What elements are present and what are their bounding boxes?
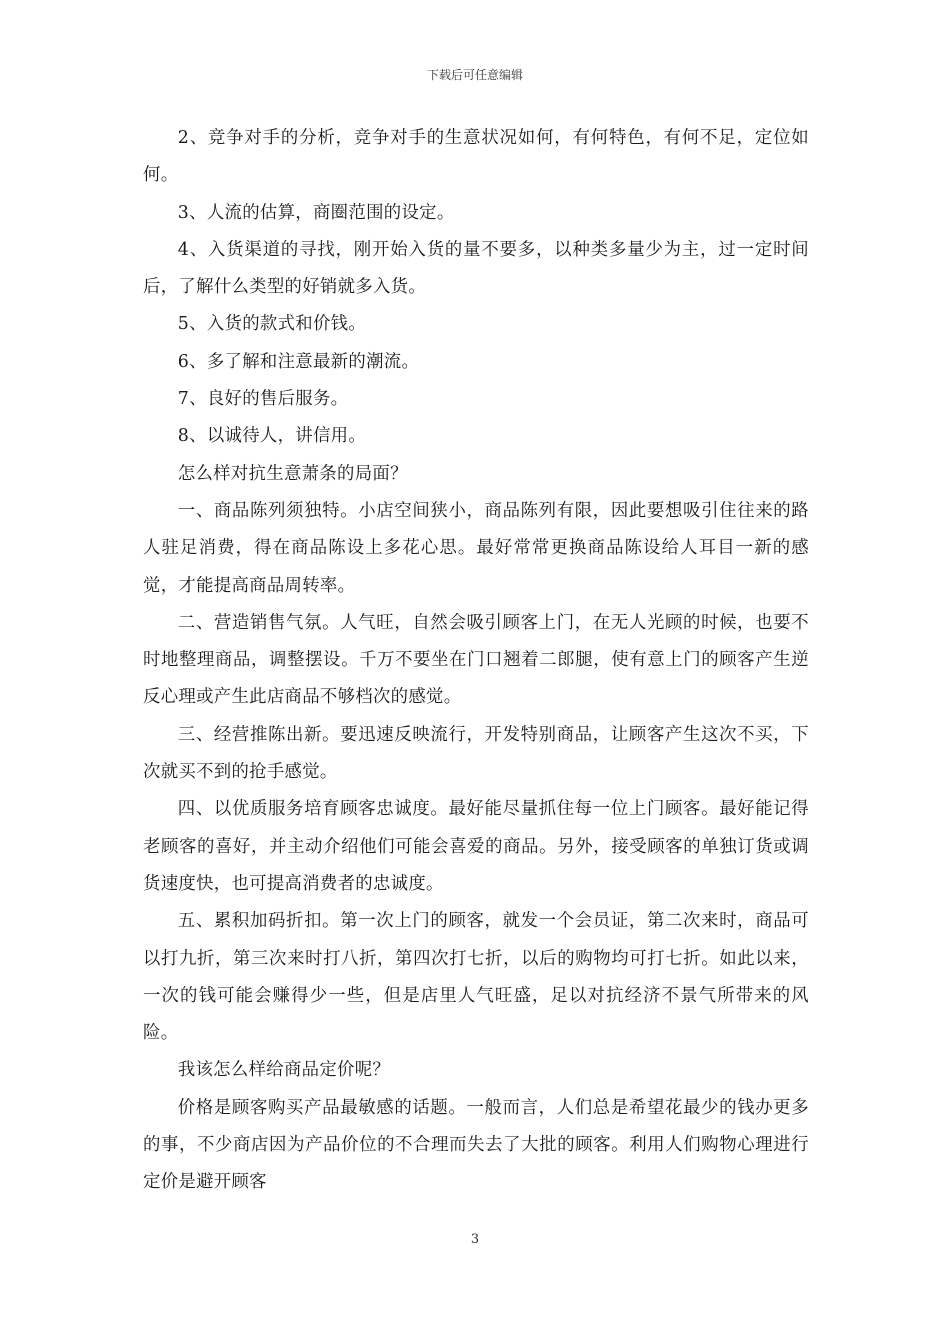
paragraph: 三、经营推陈出新。要迅速反映流行，开发特别商品，让顾客产生这次不买，下次就买不到的抢手感觉。: [143, 724, 809, 783]
paragraph: 二、营造销售气氛。人气旺，自然会吸引顾客上门，在无人光顾的时候，也要不时地整理商品，调整摆设。千万不要坐在门口翘着二郎腿，使有意上门的顾客产生逆反心理或产生此店商品不够档次的感觉。: [143, 612, 809, 708]
paragraph: 4、入货渠道的寻找，刚开始入货的量不要多，以种类多量少为主，过一定时间后，了解什么类型的好销就多入货。: [143, 239, 809, 298]
page-header: 下载后可任意编辑: [426, 68, 523, 82]
paragraph: 5、入货的款式和价钱。: [177, 314, 367, 335]
paragraph: 3、人流的估算，商圈范围的设定。: [177, 202, 455, 223]
paragraph: 一、商品陈列须独特。小店空间狭小，商品陈列有限，因此要想吸引住往来的路人驻足消费，得在商品陈设上多花心思。最好常常更换商品陈设给人耳目一新的感觉，才能提高商品周转率。: [143, 500, 809, 596]
section-heading: 怎么样对抗生意萧条的局面？: [177, 463, 408, 484]
paragraph: 价格是顾客购买产品最敏感的话题。一般而言，人们总是希望花最少的钱办更多的事，不少商店因为产品价位的不合理而失去了大批的顾客。利用人们购物心理进行定价是避开顾客: [143, 1097, 809, 1193]
paragraph: 四、以优质服务培育顾客忠诚度。最好能尽量抓住每一位上门顾客。最好能记得老顾客的喜好，并主动介绍他们可能会喜爱的商品。另外，接受顾客的单独订货或调货速度快，也可提高消费者的忠诚度。: [143, 799, 809, 894]
paragraph: 8、以诚待人，讲信用。: [177, 426, 367, 447]
paragraph: 6、多了解和注意最新的潮流。: [177, 351, 420, 372]
paragraph: 2、竞争对手的分析，竞争对手的生意状况如何，有何特色，有何不足，定位如何。: [143, 128, 809, 186]
section-heading: 我该怎么样给商品定价呢？: [177, 1060, 391, 1081]
page-number: 3: [470, 1232, 480, 1247]
paragraph: 五、累积加码折扣。第一次上门的顾客，就发一个会员证，第二次来时，商品可以打九折，第三次来时打八折，第四次打七折，以后的购物均可打七折。如此以来，一次的钱可能会赚得少一些，但是店里人气旺盛，足以对抗经济不景气所带来的风险。: [143, 911, 809, 1044]
document-body: [143, 120, 809, 1202]
paragraph: 7、良好的售后服务。: [177, 389, 349, 410]
